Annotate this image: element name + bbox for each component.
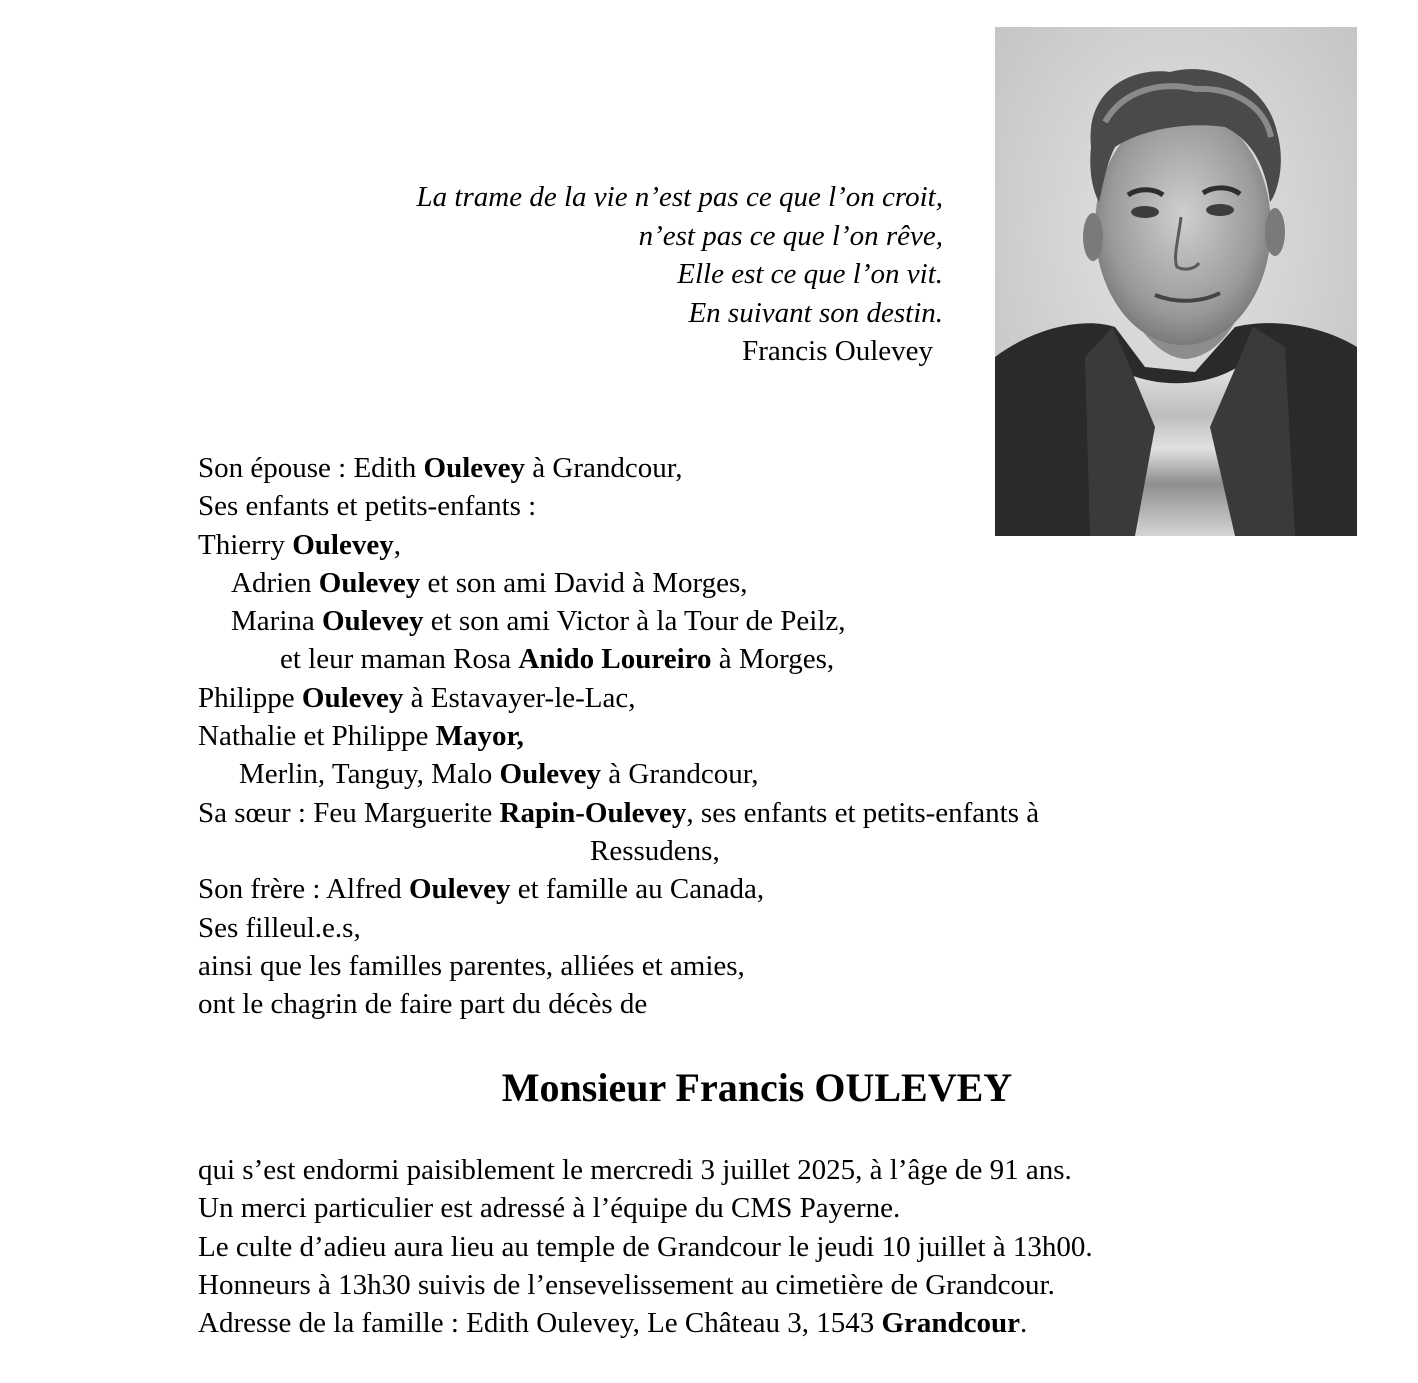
family-line: Son frère : Alfred Oulevey et famille au Canada, bbox=[198, 873, 765, 906]
family-line: Ses enfants et petits-enfants : bbox=[198, 490, 537, 523]
family-line: Thierry Oulevey, bbox=[198, 528, 401, 561]
poem-line: n’est pas ce que l’on rêve, bbox=[638, 219, 943, 252]
poem bbox=[417, 178, 943, 371]
family-line: Adrien Oulevey et son ami David à Morges, bbox=[231, 566, 748, 599]
family-line: ont le chagrin de faire part du décès de bbox=[198, 988, 648, 1021]
family-line: et leur maman Rosa Anido Loureiro à Morges, bbox=[280, 643, 835, 676]
family-line: Philippe Oulevey à Estavayer-le-Lac, bbox=[198, 681, 636, 714]
family-line: Nathalie et Philippe Mayor, bbox=[198, 720, 524, 753]
closing-line: Un merci particulier est adressé à l’équipe du CMS Payerne. bbox=[198, 1192, 901, 1225]
closing-text bbox=[198, 1151, 1348, 1342]
family-line: ainsi que les familles parentes, alliées et amies, bbox=[198, 949, 745, 982]
poem-author: Francis Oulevey bbox=[742, 335, 933, 367]
poem-line: La trame de la vie n’est pas ce que l’on croit, bbox=[416, 181, 943, 213]
deceased-name-heading: Monsieur Francis OULEVEY bbox=[501, 1065, 1013, 1110]
family-line: Merlin, Tanguy, Malo Oulevey à Grandcour, bbox=[239, 758, 759, 791]
family-list bbox=[198, 449, 1198, 1023]
closing-line: Honneurs à 13h30 suivis de l’ensevelissement au cimetière de Grandcour. bbox=[198, 1268, 1055, 1301]
poem-line: En suivant son destin. bbox=[688, 296, 943, 329]
family-line: Sa sœur : Feu Marguerite Rapin-Oulevey, ses enfants et petits-enfants à bbox=[198, 796, 1040, 829]
family-line: Son épouse : Edith Oulevey à Grandcour, bbox=[198, 452, 683, 484]
family-line: Marina Oulevey et son ami Victor à la Tour de Peilz, bbox=[231, 605, 846, 638]
family-line: Ses filleul.e.s, bbox=[198, 911, 361, 944]
closing-line: Le culte d’adieu aura lieu au temple de Grandcour le jeudi 10 juillet à 13h00. bbox=[198, 1230, 1093, 1263]
closing-line: qui s’est endormi paisiblement le mercredi 3 juillet 2025, à l’âge de 91 ans. bbox=[198, 1154, 1072, 1186]
poem-line: Elle est ce que l’on vit. bbox=[677, 258, 943, 290]
family-line: Ressudens, bbox=[590, 834, 720, 867]
family-address: Adresse de la famille : Edith Oulevey, Le Château 3, 1543 Grandcour. bbox=[198, 1307, 1028, 1340]
